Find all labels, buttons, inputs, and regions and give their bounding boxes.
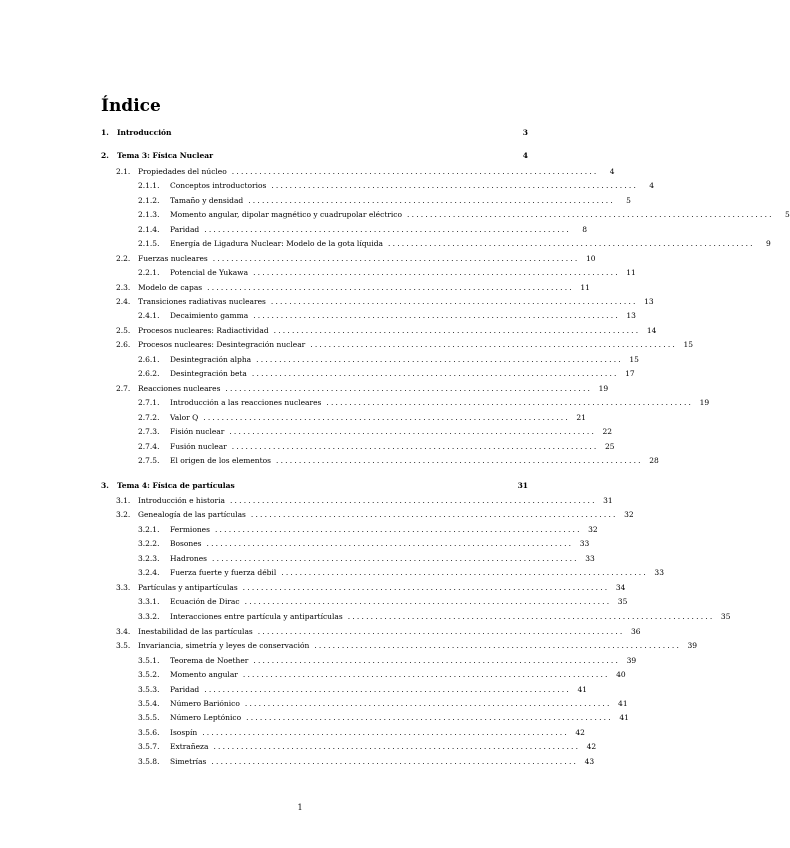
toc-entry-page: 31	[517, 481, 528, 490]
toc-entry-page: 39	[626, 656, 637, 665]
toc-entry-number: 2.	[101, 151, 109, 160]
toc-section-entry[interactable]	[101, 685, 587, 699]
toc-section-entry[interactable]	[101, 268, 636, 282]
toc-entry-page: 33	[585, 554, 595, 563]
toc-entry-page: 33	[654, 568, 664, 577]
dot-leader: ................................................................................	[206, 539, 574, 548]
toc-entry-page: 40	[616, 670, 626, 679]
toc-entry-page: 14	[646, 326, 657, 335]
toc-entry-title: Paridad	[170, 685, 200, 694]
toc-entry-title: Decaimiento gamma	[170, 311, 249, 320]
toc-entry-page: 9	[765, 239, 771, 248]
toc-section-entry[interactable]	[101, 326, 657, 340]
dot-leader: ................................................................................	[229, 496, 597, 505]
toc-entry-title: Isospín	[170, 728, 198, 737]
toc-entry-page: 41	[577, 685, 587, 694]
toc-entry-title: Fisión nuclear	[170, 427, 225, 436]
dot-leader: ................................................................................	[203, 413, 570, 422]
toc-entry-title: Ecuación de Dirac	[170, 597, 240, 606]
toc-entry-number: 2.7.2.	[138, 413, 160, 422]
toc-entry-title: Introducción	[117, 128, 172, 137]
toc-entry-page: 21	[576, 413, 586, 422]
dot-leader: ................................................................................	[231, 167, 599, 176]
toc-chapter-entry[interactable]	[101, 151, 528, 165]
toc-section-entry[interactable]	[101, 510, 634, 524]
toc-entry-number: 3.2.	[116, 510, 131, 519]
toc-section-entry[interactable]	[101, 568, 664, 582]
toc-entry-page: 13	[644, 297, 654, 306]
toc-entry-page: 42	[586, 742, 597, 751]
toc-entry-title: Número Bariónico	[170, 699, 240, 708]
dot-leader: ................................................................................	[281, 568, 648, 577]
dot-leader: ................................................................................	[271, 181, 639, 190]
dot-leader: ................................................................................	[213, 742, 581, 751]
toc-entry-number: 2.1.4.	[138, 225, 160, 234]
toc-section-entry[interactable]	[101, 496, 613, 510]
toc-section-entry[interactable]	[101, 297, 654, 311]
dot-leader: ................................................................................	[231, 442, 599, 451]
toc-entry-page: 42	[575, 728, 585, 737]
toc-entry-title: Simetrías	[170, 757, 207, 766]
toc-entry-number: 2.2.1.	[138, 268, 160, 277]
toc-entry-number: 3.5.1.	[138, 656, 160, 665]
toc-entry-page: 41	[619, 713, 629, 722]
toc-section-entry[interactable]	[101, 742, 597, 756]
toc-entry-number: 2.1.3.	[138, 210, 160, 219]
toc-entry-page: 5	[626, 196, 631, 205]
toc-entry-number: 3.5.6.	[138, 728, 160, 737]
dot-leader: ................................................................................	[253, 656, 621, 665]
toc-entry-number: 3.5.7.	[138, 742, 160, 751]
toc-entry-number: 3.5.3.	[138, 685, 160, 694]
dot-leader: ................................................................................	[256, 355, 623, 364]
toc-entry-page: 19	[598, 384, 609, 393]
toc-entry-title: Reacciones nucleares	[138, 384, 221, 393]
toc-entry-title: Bosones	[170, 539, 202, 548]
toc-entry-page: 31	[603, 496, 613, 505]
toc-entry-number: 2.3.	[116, 283, 131, 292]
toc-entry-title: Procesos nucleares: Radiactividad	[138, 326, 269, 335]
toc-entry-number: 2.7.1.	[138, 398, 160, 407]
toc-entry-number: 2.4.	[116, 297, 131, 306]
toc-entry-title: Momento angular, dipolar magnético y cuadrupolar eléctrico	[170, 210, 403, 219]
toc-section-entry[interactable]	[101, 196, 631, 210]
toc-entry-number: 2.7.	[116, 384, 131, 393]
toc-entry-number: 2.7.3.	[138, 427, 160, 436]
toc-entry-title: Inestabilidad de las partículas	[138, 627, 253, 636]
toc-chapter-entry[interactable]	[101, 128, 528, 142]
dot-leader: ................................................................................	[246, 713, 613, 722]
toc-entry-title: Transiciones radiativas nucleares	[138, 297, 266, 306]
toc-entry-page: 15	[629, 355, 639, 364]
dot-leader: ................................................................................	[212, 554, 579, 563]
toc-entry-title: Potencial de Yukawa	[170, 268, 249, 277]
toc-entry-title: Hadrones	[170, 554, 208, 563]
toc-section-entry[interactable]	[101, 456, 659, 470]
toc-entry-title: Extrañeza	[170, 742, 209, 751]
toc-entry-number: 2.4.1.	[138, 311, 160, 320]
toc-entry-number: 2.1.1.	[138, 181, 160, 190]
toc-section-entry[interactable]	[101, 641, 698, 655]
toc-section-entry[interactable]	[101, 413, 586, 427]
toc-entry-number: 2.6.	[116, 340, 131, 349]
toc-entry-number: 3.2.1.	[138, 525, 160, 534]
dot-leader: ................................................................................	[242, 583, 610, 592]
toc-entry-title: Propiedades del núcleo	[138, 167, 227, 176]
dot-leader: ................................................................................	[326, 398, 694, 407]
toc-entry-title: Desintegración beta	[170, 369, 247, 378]
toc-section-entry[interactable]	[101, 398, 710, 412]
toc-entry-number: 3.2.3.	[138, 554, 160, 563]
dot-leader: ................................................................................	[388, 239, 755, 248]
dot-leader: ................................................................................	[347, 612, 715, 621]
dot-leader: ................................................................................	[202, 728, 569, 737]
dot-leader: ................................................................................	[250, 510, 618, 519]
toc-entry-number: 2.5.	[116, 326, 131, 335]
dot-leader: ................................................................................	[253, 268, 620, 277]
dot-leader: ................................................................................	[248, 196, 615, 205]
toc-chapter-entry[interactable]	[101, 481, 528, 495]
toc-entry-title: Introducción e historia	[138, 496, 225, 505]
toc-entry-title: Tamaño y densidad	[170, 196, 244, 205]
dot-leader: ................................................................................	[212, 254, 580, 263]
dot-leader: ................................................................................	[273, 326, 641, 335]
toc-entry-number: 3.5.4.	[138, 699, 160, 708]
toc-entry-title: Tema 4: Física de partículas	[117, 481, 235, 490]
toc-entry-page: 17	[625, 369, 635, 378]
toc-entry-number: 3.2.4.	[138, 568, 160, 577]
toc-section-entry[interactable]	[101, 311, 636, 325]
toc-entry-number: 1.	[101, 128, 109, 137]
toc-section-entry[interactable]	[101, 757, 595, 771]
dot-leader: ................................................................................	[253, 311, 620, 320]
toc-entry-page: 10	[585, 254, 596, 263]
dot-leader: ................................................................................	[244, 597, 612, 606]
toc-entry-page: 19	[699, 398, 710, 407]
toc-section-entry[interactable]	[101, 442, 615, 456]
toc-entry-page: 5	[784, 210, 790, 219]
toc-entry-number: 2.6.2.	[138, 369, 160, 378]
toc-entry-number: 3.	[101, 481, 109, 490]
toc-entry-title: Fusión nuclear	[170, 442, 227, 451]
toc-section-entry[interactable]	[101, 597, 628, 611]
toc-entry-page: 4	[522, 151, 528, 160]
toc-section-entry[interactable]	[101, 728, 585, 742]
toc-entry-title: Fermiones	[170, 525, 210, 534]
toc-entry-page: 8	[582, 225, 587, 234]
page-title: Índice	[101, 96, 161, 116]
toc-section-entry[interactable]	[101, 239, 771, 253]
toc-section-entry[interactable]	[101, 167, 615, 181]
toc-entry-number: 3.1.	[116, 496, 131, 505]
toc-entry-page: 11	[580, 283, 590, 292]
page-number: 1	[297, 803, 303, 812]
toc-section-entry[interactable]	[101, 612, 731, 626]
toc-entry-number: 2.7.5.	[138, 456, 160, 465]
toc-entry-title: Invariancia, simetría y leyes de conservación	[138, 641, 310, 650]
toc-entry-page: 11	[626, 268, 636, 277]
dot-leader: ................................................................................	[204, 685, 571, 694]
toc-entry-title: Fuerzas nucleares	[138, 254, 208, 263]
toc-entry-page: 32	[624, 510, 634, 519]
toc-section-entry[interactable]	[101, 254, 596, 268]
dot-leader: ................................................................................	[229, 427, 597, 436]
toc-section-entry[interactable]	[101, 369, 635, 383]
toc-section-entry[interactable]	[101, 384, 609, 398]
toc-section-entry[interactable]	[101, 627, 641, 641]
toc-entry-number: 3.5.2.	[138, 670, 160, 679]
toc-entry-title: Genealogía de las partículas	[138, 510, 246, 519]
toc-section-entry[interactable]	[101, 583, 626, 597]
toc-section-entry[interactable]	[101, 225, 587, 239]
toc-entry-number: 3.5.8.	[138, 757, 160, 766]
toc-entry-page: 4	[609, 167, 615, 176]
toc-section-entry[interactable]	[101, 427, 613, 441]
toc-entry-title: Valor Q	[170, 413, 199, 422]
dot-leader: ................................................................................	[407, 210, 774, 219]
toc-entry-number: 2.1.2.	[138, 196, 160, 205]
toc-entry-number: 2.1.5.	[138, 239, 160, 248]
toc-section-entry[interactable]	[101, 539, 590, 553]
toc-entry-page: 22	[602, 427, 613, 436]
toc-section-entry[interactable]	[101, 525, 598, 539]
toc-entry-number: 3.3.2.	[138, 612, 160, 621]
toc-entry-page: 28	[649, 456, 659, 465]
toc-entry-title: Paridad	[170, 225, 200, 234]
toc-section-entry[interactable]	[101, 340, 693, 354]
dot-leader: ................................................................................	[251, 369, 619, 378]
toc-entry-number: 3.2.2.	[138, 539, 160, 548]
dot-leader: ................................................................................	[242, 670, 610, 679]
toc-entry-title: Número Leptónico	[170, 713, 242, 722]
toc-entry-title: Desintegración alpha	[170, 355, 252, 364]
toc-section-entry[interactable]	[101, 355, 639, 369]
toc-entry-page: 32	[588, 525, 598, 534]
toc-section-entry[interactable]	[101, 283, 590, 297]
toc-entry-number: 3.3.	[116, 583, 131, 592]
dot-leader: ................................................................................	[211, 757, 579, 766]
toc-entry-title: Procesos nucleares: Desintegración nuclear	[138, 340, 306, 349]
toc-entry-page: 36	[630, 627, 641, 636]
toc-entry-number: 3.3.1.	[138, 597, 160, 606]
dot-leader: ................................................................................	[244, 699, 612, 708]
toc-entry-page: 41	[618, 699, 628, 708]
dot-leader: ................................................................................	[207, 283, 574, 292]
toc-section-entry[interactable]	[101, 656, 637, 670]
toc-entry-number: 2.1.	[116, 167, 131, 176]
toc-entry-page: 43	[584, 757, 595, 766]
toc-entry-page: 34	[615, 583, 626, 592]
toc-entry-page: 4	[649, 181, 655, 190]
toc-entry-number: 2.7.4.	[138, 442, 160, 451]
dot-leader: ................................................................................	[314, 641, 682, 650]
toc-entry-page: 35	[720, 612, 731, 621]
toc-entry-title: Interacciones entre partícula y antipartículas	[170, 612, 343, 621]
toc-entry-number: 2.2.	[116, 254, 131, 263]
toc-entry-page: 13	[626, 311, 636, 320]
dot-leader: ................................................................................	[225, 384, 593, 393]
toc-section-entry[interactable]	[101, 699, 628, 713]
toc-entry-page: 33	[579, 539, 590, 548]
toc-entry-page: 39	[687, 641, 698, 650]
toc-entry-page: 3	[522, 128, 528, 137]
toc-section-entry[interactable]	[101, 554, 595, 568]
toc-entry-number: 3.5.	[116, 641, 131, 650]
toc-entry-title: Partículas y antipartículas	[138, 583, 238, 592]
toc-entry-number: 3.5.5.	[138, 713, 160, 722]
toc-section-entry[interactable]	[101, 713, 629, 727]
toc-section-entry[interactable]	[101, 670, 626, 684]
toc-section-entry[interactable]	[101, 210, 790, 224]
toc-entry-title: Momento angular	[170, 670, 238, 679]
toc-entry-title: Fuerza fuerte y fuerza débil	[170, 568, 277, 577]
toc-entry-title: Energía de Ligadura Nuclear: Modelo de la gota líquida	[170, 239, 384, 248]
toc-entry-page: 35	[617, 597, 628, 606]
toc-section-entry[interactable]	[101, 181, 655, 195]
toc-entry-title: Modelo de capas	[138, 283, 203, 292]
dot-leader: ................................................................................	[276, 456, 643, 465]
toc-entry-number: 2.6.1.	[138, 355, 160, 364]
toc-entry-title: Teorema de Noether	[170, 656, 249, 665]
dot-leader: ................................................................................	[204, 225, 571, 234]
toc-entry-title: El origen de los elementos	[170, 456, 272, 465]
toc-entry-page: 25	[604, 442, 615, 451]
dot-leader: ................................................................................	[270, 297, 638, 306]
toc-entry-page: 15	[683, 340, 693, 349]
dot-leader: ................................................................................	[214, 525, 582, 534]
toc-entry-title: Tema 3: Física Nuclear	[117, 151, 214, 160]
toc-entry-title: Conceptos introductorios	[170, 181, 267, 190]
toc-entry-number: 3.4.	[116, 627, 131, 636]
toc-entry-title: Introducción a las reacciones nucleares	[170, 398, 322, 407]
dot-leader: ................................................................................	[257, 627, 625, 636]
dot-leader: ................................................................................	[310, 340, 677, 349]
